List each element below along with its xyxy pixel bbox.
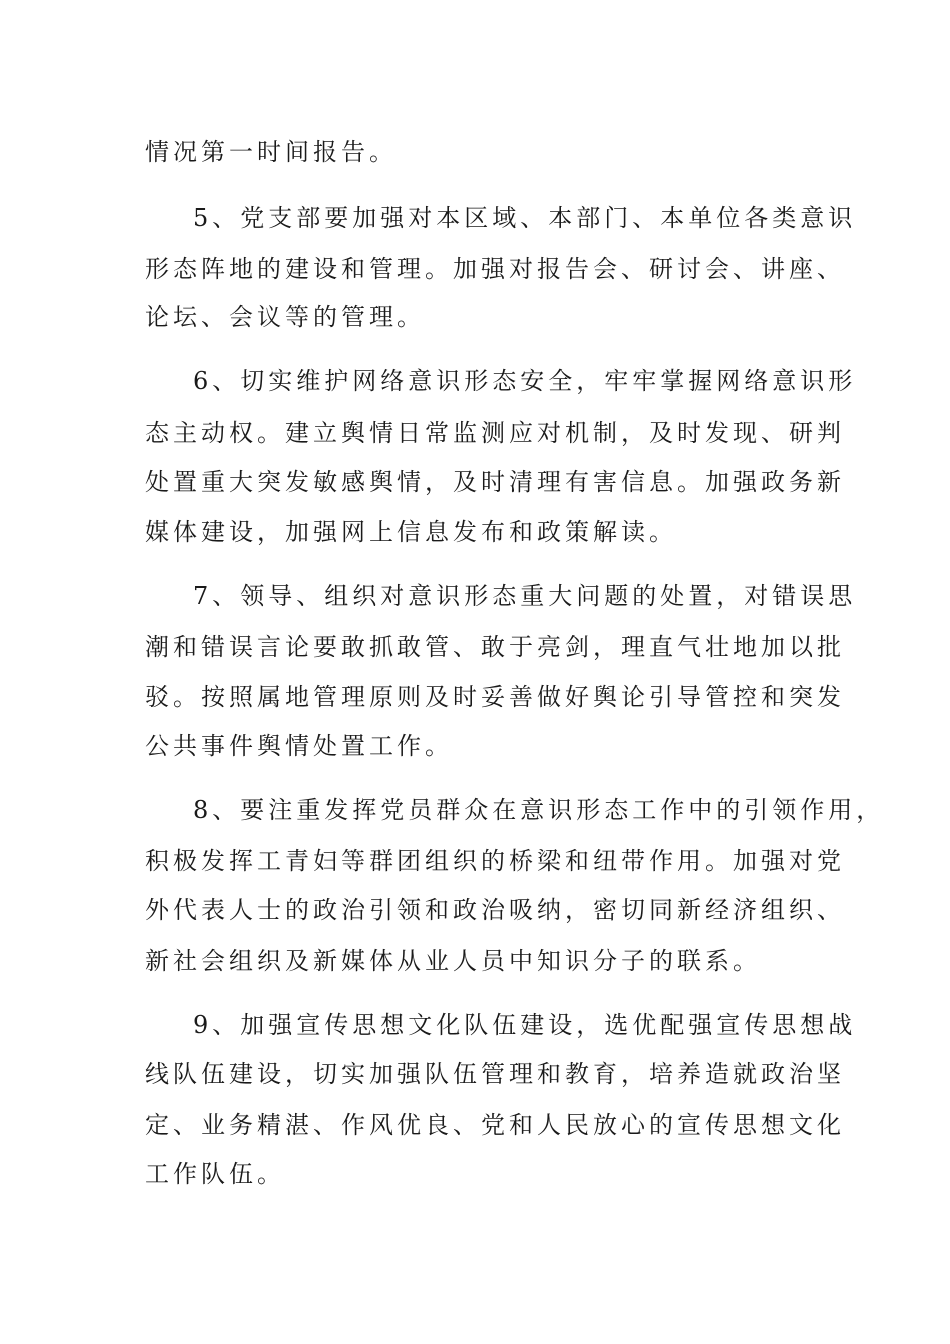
text-line: 新社会组织及新媒体从业人员中知识分子的联系。 [145, 947, 761, 975]
text-line: 论坛、会议等的管理。 [145, 303, 425, 331]
text-line: 积极发挥工青妇等群团组织的桥梁和纽带作用。加强对党 [145, 847, 845, 875]
text-line: 定、业务精湛、作风优良、党和人民放心的宣传思想文化 [145, 1111, 845, 1139]
text-line: 态主动权。建立舆情日常监测应对机制，及时发现、研判 [145, 419, 845, 447]
text-line: 情况第一时间报告。 [145, 138, 397, 166]
text-line: 处置重大突发敏感舆情，及时清理有害信息。加强政务新 [145, 468, 845, 496]
text-line: 公共事件舆情处置工作。 [145, 732, 453, 760]
paragraph-9-line-1: 9、加强宣传思想文化队伍建设，选优配强宣传思想战 [193, 1011, 857, 1039]
text-line: 线队伍建设，切实加强队伍管理和教育，培养造就政治坚 [145, 1060, 845, 1088]
paragraph-7-line-1: 7、领导、组织对意识形态重大问题的处置，对错误思 [193, 582, 857, 610]
text-line: 外代表人士的政治引领和政治吸纳，密切同新经济组织、 [145, 896, 845, 924]
text-line: 形态阵地的建设和管理。加强对报告会、研讨会、讲座、 [145, 255, 845, 283]
paragraph-6-line-1: 6、切实维护网络意识形态安全，牢牢掌握网络意识形 [193, 367, 857, 395]
text-line: 潮和错误言论要敢抓敢管、敢于亮剑，理直气壮地加以批 [145, 633, 845, 661]
text-line: 媒体建设，加强网上信息发布和政策解读。 [145, 518, 677, 546]
paragraph-5-line-1: 5、党支部要加强对本区域、本部门、本单位各类意识 [193, 204, 857, 232]
text-line: 工作队伍。 [145, 1160, 285, 1188]
text-line: 驳。按照属地管理原则及时妥善做好舆论引导管控和突发 [145, 683, 845, 711]
paragraph-8-line-1: 8、要注重发挥党员群众在意识形态工作中的引领作用， [193, 796, 885, 824]
